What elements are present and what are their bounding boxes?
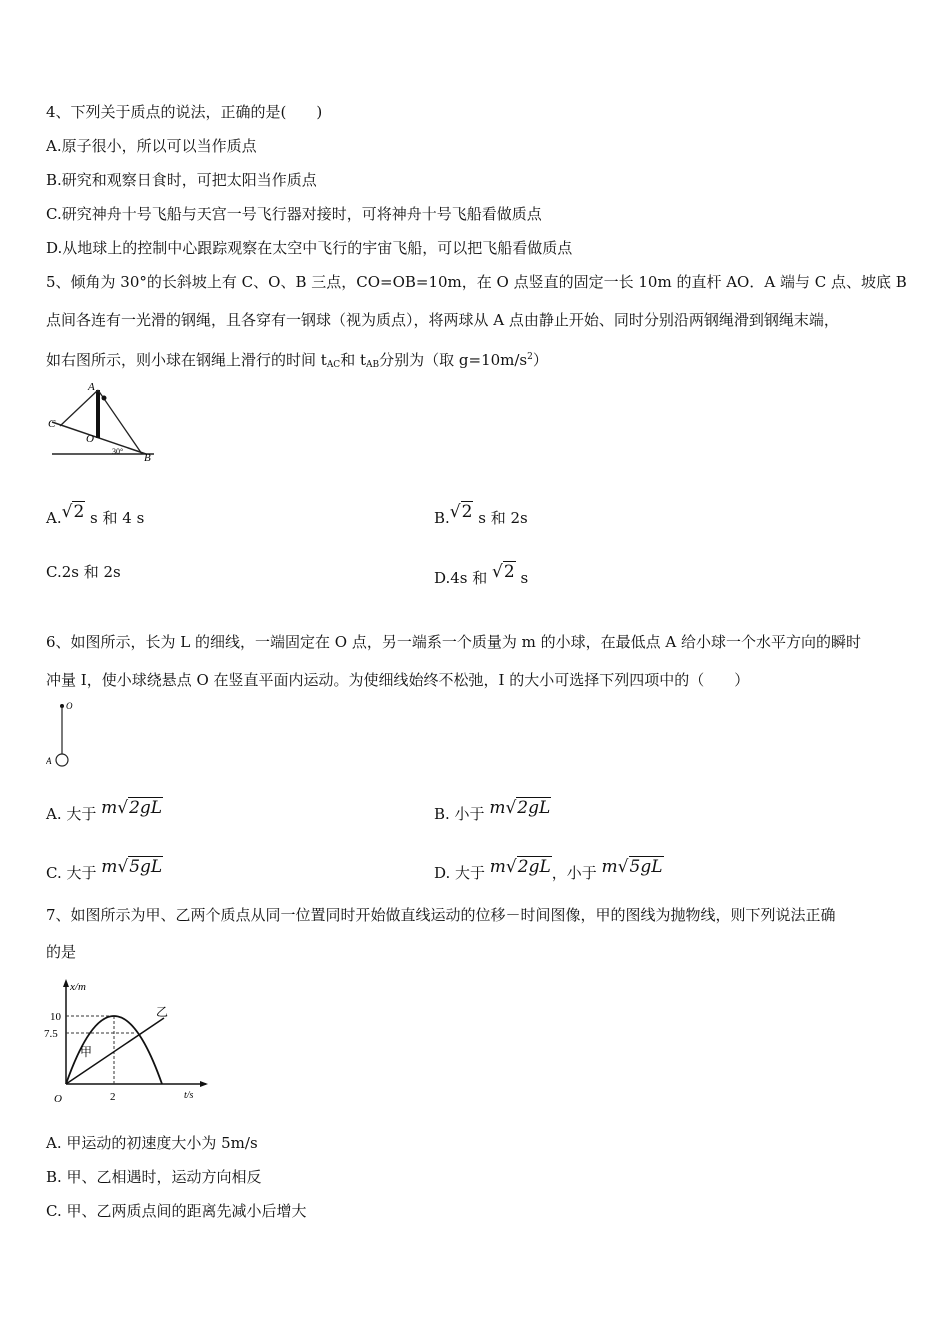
q7-fig-xlabel: t/s [184,1090,194,1101]
q4-stem: 4、下列关于质点的说法，正确的是( ) [46,103,323,121]
q5-fig-label-b: B [144,452,151,464]
q7-option-b: B. 甲、乙相遇时，运动方向相反 [46,1168,262,1186]
q4-option-c: C.研究神舟十号飞船与天宫一号飞行器对接时，可将神舟十号飞船看做质点 [46,205,542,223]
q6-pendulum-figure [46,698,86,772]
q5-fig-angle: 30° [112,447,124,456]
q7-fig-x2: 2 [110,1091,116,1103]
q7-fig-label-jia: 甲 [80,1045,93,1059]
q7-option-a: A. 甲运动的初速度大小为 5m/s [46,1134,258,1152]
q5-stem-line3: 如右图所示，则小球在钢绳上滑行的时间 $t_{AC}$和 $t_{AB}$分别为（取 $g=10m/s^2$） [46,351,548,370]
q4-option-d: D.从地球上的控制中心跟踪观察在太空中飞行的宇宙飞船，可以把飞船看做质点 [46,239,573,257]
q6-fig-label-o: O [66,701,73,711]
q6-option-c: C. 大于 m√5gL [46,857,163,882]
q5-option-a: A.√2 s 和 4 s [46,502,145,527]
q7-option-c: C. 甲、乙两质点间的距离先减小后增大 [46,1202,307,1220]
q5-stem-line1: 5、倾角为 30°的长斜坡上有 C、O、B 三点，CO=OB=10m，在 O 点竖直的固定一长 10m 的直杆 AO．A 端与 C 点、坡底 B [46,273,907,291]
q4-option-b: B.研究和观察日食时，可把太阳当作质点 [46,171,317,189]
q7-xt-graph [40,974,216,1108]
q7-fig-origin: O [54,1093,62,1105]
q5-slope-figure [46,376,166,466]
q4-option-a: A.原子很小，所以可以当作质点 [46,137,257,155]
q6-fig-label-a: A [46,756,52,766]
q5-stem-line2: 点间各连有一光滑的钢绳，且各穿有一钢球（视为质点），将两球从 A 点由静止开始、同时分别沿两钢绳滑到钢绳末端， [46,311,839,329]
q7-stem-line1: 7、如图所示为甲、乙两个质点从同一位置同时开始做直线运动的位移－时间图像，甲的图线为抛物线，则下列说法正确 [46,906,836,924]
q6-option-d: D. 大于 m√2gL，小于 m√5gL [434,857,663,882]
q5-fig-label-a: A [88,381,95,393]
q5-fig-label-c: C [48,418,56,430]
q5-option-b: B.√2 s 和 2s [434,502,528,527]
q7-fig-label-yi: 乙 [156,1005,169,1019]
q6-stem-line2: 冲量 I，使小球绕悬点 O 在竖直平面内运动。为使细线始终不松弛，I 的大小可选择下列四项中的（ ） [46,671,750,689]
q6-option-b: B. 小于 m√2gL [434,798,551,823]
q6-option-a: A. 大于 m√2gL [46,798,163,823]
q7-stem-line2: 的是 [46,943,77,961]
q5-option-d: D.4s 和 √2 s [434,562,529,587]
q5-fig-label-o: O [86,433,94,445]
q7-fig-ylabel: x/m [70,981,86,993]
q7-fig-y10: 10 [50,1011,61,1023]
q7-fig-y75: 7.5 [44,1028,58,1040]
q6-stem-line1: 6、如图所示，长为 L 的细线，一端固定在 O 点，另一端系一个质量为 m 的小球，在最低点 A 给小球一个水平方向的瞬时 [46,633,862,651]
q5-option-c: C.2s 和 2s [46,563,121,581]
